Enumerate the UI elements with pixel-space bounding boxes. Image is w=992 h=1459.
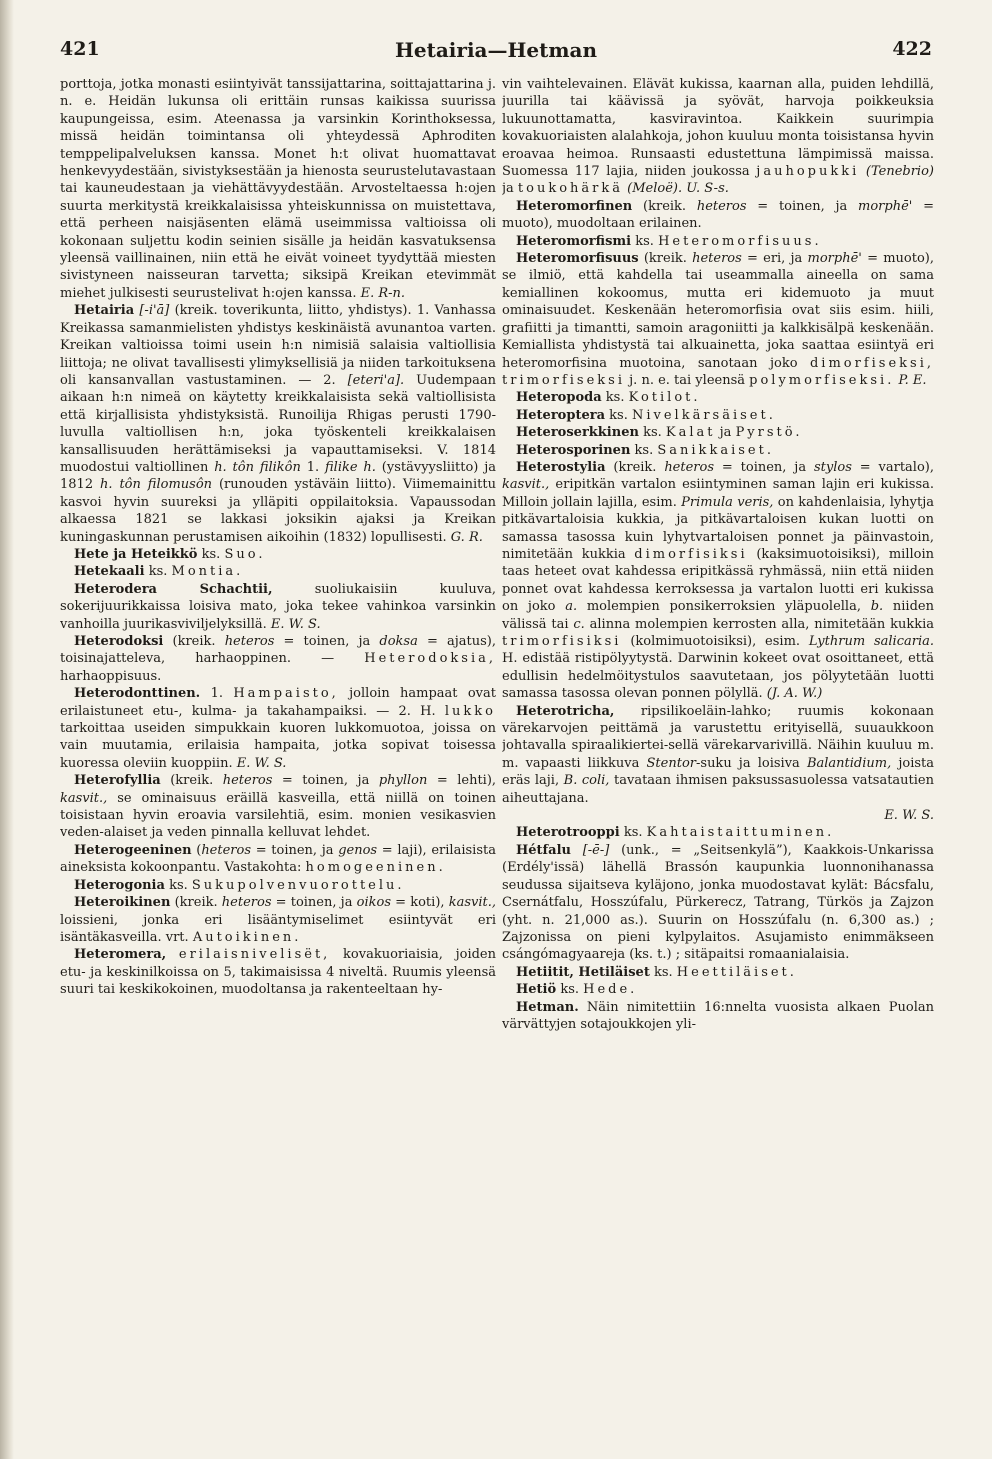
signature: G. R. — [450, 529, 483, 545]
entry-heterogeeninen: Heterogeeninen (heteros = toinen, ja genos = laji), erilaisista aineksista kokoonpantu. Vastakohta: homogeeninen. — [60, 842, 496, 876]
headword: Heterodonttinen. — [74, 686, 201, 702]
headword: Hete ja Heteikkö — [74, 546, 198, 562]
cross-reference: Hampaisto, — [233, 686, 339, 702]
cross-reference: Kahtaistaittuminen. — [646, 825, 835, 841]
headword: Hetiö — [516, 982, 557, 998]
entry-heteroikinen: Heteroikinen (kreik. heteros = toinen, ja oikos = koti), kasvit., loissieni, jonka eri lisääntymiselimet esiintyvät eri isäntäkasveilla. vrt. Autoikinen. — [60, 895, 496, 945]
entry-heterostylia: Heterostylia (kreik. heteros = toinen, ja stylos = vartalo), kasvit., eripitkän vartalon esiintyminen saman lajin eri kukissa. Milloin jollain lajilla, esim. Primula veris, on kahdenlaisia, lyhytja pitkävartaloisia kukkia, ja pitkävartaloisen kukan luotti on samassa tasossa kuin lyhytvartaloisen ponnet ja päinvastoin, nimitetään kukkia dimorfisiksi (kaksimuotoisiksi), milloin taas heteet ovat kahdessa eripitkässä ryhmässä, niin että niiden ponnet ovat kahdessa kerroksessa ja vartalon luotti eri kukissa on joko a. molempien ponsikerroksien yläpuolella, b. niiden välissä tai c. alinna molempien kerrosten alla, nimitetään kukkia trimorfisiksi (kolmimuotoisiksi), esim. Lythrum salicaria. H. edistää ristipölyytystä. Darwinin kokeet ovat osoittaneet, että edullisin hedelmöitystulos saavutetaan, jos pölyytetään luotti samassa tasossa olevan ponnen pölyllä. (J. A. W.) — [502, 459, 934, 702]
headword: Heteromorfisuus — [516, 251, 639, 267]
headword: Hetman. — [516, 999, 579, 1015]
entry-hetairia: Hetairia [-i'ā] (kreik. toverikunta, liitto, yhdistys). 1. Vanhassa Kreikassa samanmielisten yhdistys keskinäistä avunantoa varten. Kreikan valtioissa toimi usein h:n nimisiä salaisia valtiollisia liittoja; ne olivat tavallisesti ylimyksellisiä ja niiden tarkoituksena oli kansanvallan vastustaminen. — 2. [eteri'a]. Uudempaan aikaan h:n nimeä on käytetty kreikkalaisista sekä valtiollisista että kirjallisista yhdistyksistä. Runoilija Rhigas perusti 1790-luvulla valtiollisen h:n, joka työskenteli kreikkalaisen kansallisuuden herättämiseksi ja vapauttamiseksi. V. 1814 muodostui valtiollinen h. tôn filikôn 1. filike h. (ystävyysliitto) ja 1812 h. tôn filomusôn (runouden ystäväin liitto). Viimemainittu kasvoi hyvin suureksi ja ylläpiti oppilaitoksia. Vapaussodan alkaessa 1821 se lakkasi joksikin ajaksi ja Kreikan kuningaskunnan perustamisen aikoihin (1832) lopullisesti. G. R. — [60, 303, 496, 545]
cross-reference: Kalat — [665, 425, 716, 441]
cross-reference: Autoikinen. — [192, 929, 302, 945]
entry-heteromera-continuation: vin vaihtelevainen. Elävät kukissa, kaarnan alla, puiden lehdillä, juurilla tai käävissä ja syövät, harvoja poikkeuksia lukuunottamatta, kasviravintoa. Kaikkein suurimpia kovakuoriaisten alalahkoja, johon kuuluu monta toisistansa hyvin eroavaa heimoa. Runsaasti edustettuna lämpimissä maissa. Suomessa 117 lajia, niiden joukossa jauhopukki (Tenebrio) ja toukohärkä (Meloë). U. S-s. — [502, 77, 934, 197]
signature: (J. A. W.) — [766, 686, 823, 702]
entry-heteromorfisuus: Heteromorfisuus (kreik. heteros = eri, ja morphē' = muoto), se ilmiö, että kahdella tai useammalla aineella on sama kemiallinen kokoomus, mutta eri kidemuoto ja muut ominaisuudet. Keskenään heteromorfisia ovat siis esim. hiili, grafiitti ja timantti, samoin aragoniitti ja kalkkisälpä keskenään. Kemiallista yhdistystä tai alkuainetta, joka saattaa esiintyä eri heteromorfisina muotoina, sanotaan joko dimorfiseksi, trimorfiseksi j. n. e. tai yleensä polymorfiseksi. P. E. — [502, 251, 934, 388]
headword: Heterogonia — [74, 877, 165, 893]
cross-reference: Hede. — [583, 982, 638, 998]
entry-heteroptera: Heteroptera ks. Nivelkärsäiset. — [516, 407, 776, 423]
headword: Heteroikinen — [74, 895, 171, 911]
signature: U. S-s. — [686, 181, 729, 197]
signature: E. W. S. — [236, 755, 287, 771]
cross-reference: dimorfiseksi, — [809, 355, 934, 371]
cross-reference: Kotilot. — [628, 390, 701, 406]
headword: Heteroptera — [516, 407, 605, 423]
left-column — [60, 76, 496, 1406]
cross-reference: trimorfiseksi — [502, 372, 626, 388]
headword: Heterotrooppi — [516, 825, 620, 841]
headword: Heterodera Schachtii, — [74, 581, 273, 597]
cross-reference: erilaisnivelisët, — [178, 947, 331, 963]
headword: Heteroserkkinen — [516, 425, 639, 441]
entry-hetio: Hetiö ks. Hede. — [516, 982, 638, 998]
headword: Heterogeeninen — [74, 842, 192, 858]
cross-reference: homogeeninen. — [305, 860, 446, 876]
cross-reference: Heteromorfisuus. — [658, 233, 822, 249]
headword: Hetekaali — [74, 564, 145, 580]
book-spine-shadow — [0, 0, 14, 1459]
headword: Heteromorfismi — [516, 233, 632, 249]
signature: E. W. S. — [270, 616, 321, 632]
right-column — [502, 76, 934, 1406]
headword: Heteropoda — [516, 390, 602, 406]
entry-heterotricha: Heterotricha, ripsilikoeläin-lahko; ruumis kokonaan värekarvojen peittämä ja varustettu erityisellä, suuaukkoon johtavalla spiraalikiertei-sellä värekarvarivillä. Näihin kuuluu m. m. vapaasti liikkuva Stentor-suku ja loisiva Balantidium, joista eräs laji, B. coli, tavataan ihmisen paksussasuolessa vatsatautien aiheuttajana. — [502, 703, 934, 806]
headword: Hétfalu — [516, 842, 571, 858]
entry-heteromorfismi: Heteromorfismi ks. Heteromorfisuus. — [516, 233, 822, 249]
cross-reference: trimorfisiksi — [502, 634, 622, 649]
entry-hetfalu: Hétfalu [-ē-] (unk., = „Seitsenkylä”), Kaakkois-Unkarissa (Erdély'issä) lähellä Brassón kaupunkia luonnonihanassa seudussa sijaitseva kyläjono, jonka muodostavat kylät: Bácsfalu, Csernátfalu, Hosszúfalu, Pürkerecz, Tatrang, Türkös ja Zajzon (yht. n. 21,000 as.). Suurin on Hosszúfalu (n. 6,300 as.) ; Zajzonissa on pieni kylpylaitos. Asujamisto enimmäkseen csángómagyaareja (ks. t.) ; sitäpaitsi romaanialaisia. — [502, 842, 934, 963]
entry-heterofyllia: Heterofyllia (kreik. heteros = toinen, ja phyllon = lehti), kasvit., se ominaisuus eräillä kasveilla, että niillä on toinen toisistaan hyvin eroavia varsilehtiä, esim. monien vesikasvien veden-alaiset ja veden pinnalla kelluvat lehdet. — [60, 773, 496, 841]
cross-reference: Nivelkärsäiset. — [631, 407, 776, 423]
cross-reference: Sukupolvenvuorottelu. — [191, 877, 405, 893]
running-header — [60, 38, 932, 68]
entry-heteromorfinen: Heteromorfinen (kreik. heteros = toinen, ja morphē' = muoto), muodoltaan erilainen. — [502, 198, 934, 232]
cross-reference: jauhopukki — [756, 164, 860, 180]
entry-hetekaali: Hetekaali ks. Montia. — [74, 564, 244, 580]
headword: Heterodoksi — [74, 634, 164, 649]
page-number-left: 421 — [60, 38, 100, 60]
headword: Heterostylia — [516, 459, 606, 475]
cross-reference: Heterodoksia, — [364, 651, 496, 667]
headword: Heteromera, — [74, 947, 167, 963]
entry-hete: Hete ja Heteikkö ks. Suo. — [74, 546, 266, 562]
signature: E. R-n. — [360, 285, 406, 301]
entry-heteromera: Heteromera, erilaisnivelisët, kovakuoriaisia, joiden etu- ja keskinilkoissa on 5, takimaisissa 4 niveltä. Ruumis yleensä suuri tai keskikokoinen, muodoltansa ja rakenteeltaan hy- — [60, 947, 496, 998]
cross-reference: lukko — [444, 703, 496, 719]
signature: P. E. — [898, 372, 927, 388]
cross-reference: Pyrstö. — [735, 425, 803, 441]
running-title: Hetairia—Hetman — [394, 38, 598, 62]
entry-heterotrooppi: Heterotrooppi ks. Kahtaistaittuminen. — [516, 825, 835, 841]
page-number-right: 422 — [892, 38, 932, 60]
cross-reference: Montia. — [171, 564, 244, 580]
cross-reference: Sanikkaiset. — [657, 442, 774, 458]
entry-heterodonttinen: Heterodonttinen. 1. Hampaisto, jolloin hampaat ovat erilaistuneet etu-, kulma- ja takahampaiksi. — 2. H. lukko tarkoittaa useiden simpukkain kuoren lukkomuotoa, joissa on vain muutamia, erilaisia hampaita, jotka sopivat toisessa kuoressa oleviin kuoppiin. E. W. S. — [60, 686, 496, 771]
headword: Heterotricha, — [516, 703, 615, 719]
cross-reference: dimorfisiksi — [634, 546, 748, 562]
headword: Hetairia — [74, 303, 135, 319]
cross-reference: Suo. — [224, 546, 266, 562]
signature: E. W. S. — [884, 808, 934, 824]
entry-heterosporinen: Heterosporinen ks. Sanikkaiset. — [516, 442, 774, 458]
entry-heterogonia: Heterogonia ks. Sukupolvenvuorottelu. — [74, 877, 405, 893]
headword: Heterosporinen — [516, 442, 631, 458]
entry-heteroserkkinen: Heteroserkkinen ks. Kalat ja Pyrstö. — [516, 425, 803, 441]
headword: Heteromorfinen — [516, 198, 633, 214]
cross-reference: polymorfiseksi. — [749, 372, 895, 388]
entry-hetiitit: Hetiitit, Hetiläiset ks. Heettiläiset. — [516, 964, 797, 980]
entry-heteropoda: Heteropoda ks. Kotilot. — [516, 390, 701, 406]
cross-reference: Heettiläiset. — [676, 964, 797, 980]
cross-reference: toukohärkä — [517, 181, 624, 197]
entry-heterodera: Heterodera Schachtii, suoliukaisiin kuuluva, sokerijuurikkaissa loisiva mato, joka tekee vahinkoa varsinkin vanhoilla juurikasviviljelyksillä. E. W. S. — [60, 581, 496, 632]
entry-heterodoksi: Heterodoksi (kreik. heteros = toinen, ja doksa = ajatus), toisinajatteleva, harhaoppinen. — Heterodoksia, harhaoppisuus. — [60, 634, 496, 684]
headword: Heterofyllia — [74, 773, 161, 789]
entry-hetaira-continuation: porttoja, jotka monasti esiintyivät tanssijattarina, soittajattarina j. n. e. Heidän lukunsa oli erittäin runsas kaikissa suurissa kaupungeissa, esim. Ateenassa ja varsinkin Korinthoksessa, missä heidän toimintansa oli yhteydessä Aphroditen temppelipalveluksen kanssa. Monet h:t olivat huomattavat henkevyydestään, sivistyksestään ja hienosta seurustelutavastaan tai kauneudestaan ja viehättävyydestään. Arvosteltaessa h:ojen suurta merkitystä kreikkalaisissa yhteiskunnissa on muistettava, että perheen naisjäsenten elämä useimmissa valtioissa oli kokonaan suljettu kodin seinien sisälle ja heidän kasvatuksensa yleensä vaillinainen, niin että he eivät voineet tyydyttää miesten sivistyneen naisseuran tarvetta; siksipä Kreikan etevimmät miehet julkisesti seurustelivat h:ojen kanssa. E. R-n. — [60, 77, 496, 301]
headword: Hetiitit, Hetiläiset — [516, 964, 650, 980]
entry-hetman: Hetman. Näin nimitettiin 16:nnelta vuosista alkaen Puolan värvättyjen sotajoukkojen yli- — [502, 999, 934, 1032]
